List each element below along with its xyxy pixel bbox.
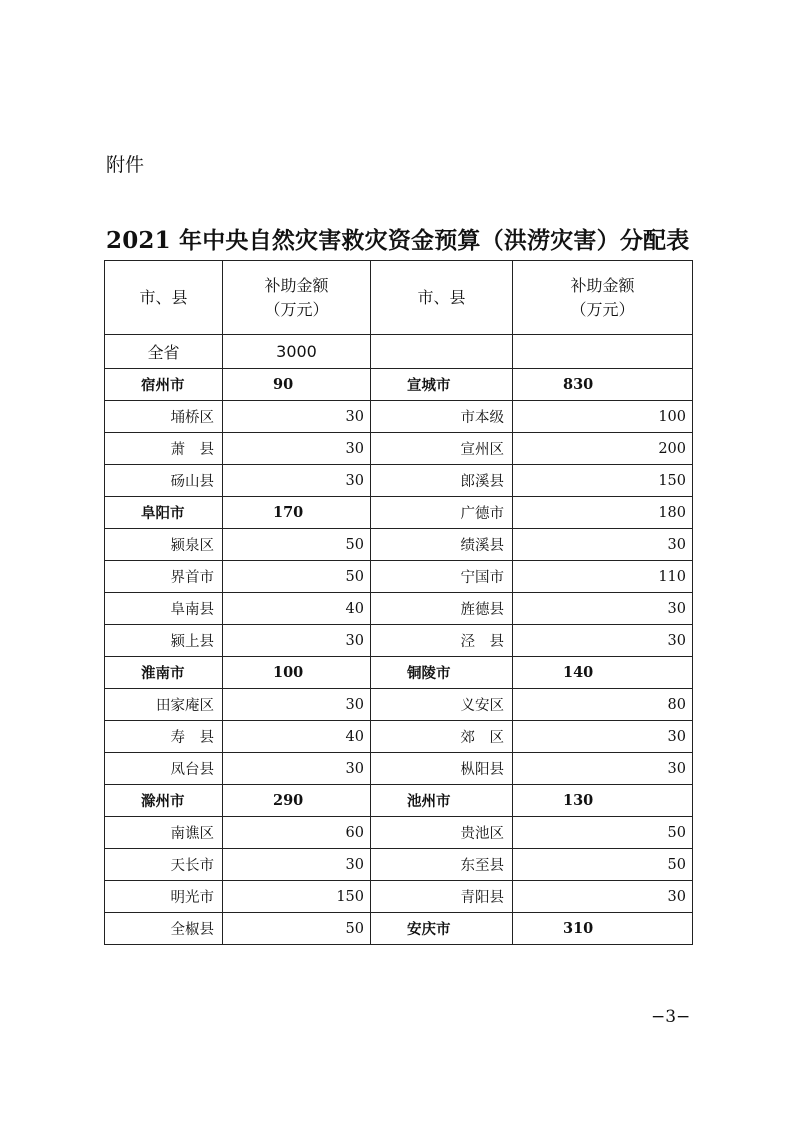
county-amount: 30 bbox=[223, 753, 371, 785]
county-name: 天长市 bbox=[105, 849, 223, 881]
county-amount: 50 bbox=[223, 913, 371, 945]
header-amount-line1: 补助金额 bbox=[570, 275, 635, 295]
county-amount: 50 bbox=[223, 529, 371, 561]
county-name: 明光市 bbox=[105, 881, 223, 913]
county-name: 东至县 bbox=[371, 849, 513, 881]
document-title: 2021 年中央自然灾害救灾资金预算（洪涝灾害）分配表 bbox=[106, 227, 690, 254]
header-region-left: 市、县 bbox=[105, 261, 223, 335]
county-name: 泾 县 bbox=[371, 625, 513, 657]
county-name: 田家庵区 bbox=[105, 689, 223, 721]
table-header-row bbox=[105, 261, 693, 335]
header-region-right: 市、县 bbox=[371, 261, 513, 335]
table-row bbox=[105, 625, 693, 657]
county-amount: 30 bbox=[513, 529, 693, 561]
page-number: −3− bbox=[651, 1007, 691, 1027]
county-name: 贵池区 bbox=[371, 817, 513, 849]
county-name: 全椒县 bbox=[105, 913, 223, 945]
city-amount: 140 bbox=[513, 657, 693, 689]
header-amount-line2: （万元） bbox=[570, 299, 635, 319]
county-amount: 200 bbox=[513, 433, 693, 465]
county-amount: 30 bbox=[513, 881, 693, 913]
county-name: 砀山县 bbox=[105, 465, 223, 497]
county-amount: 60 bbox=[223, 817, 371, 849]
county-name: 郎溪县 bbox=[371, 465, 513, 497]
table-row bbox=[105, 881, 693, 913]
empty-cell bbox=[371, 335, 513, 369]
header-amount-left bbox=[223, 261, 371, 335]
city-amount: 170 bbox=[223, 497, 371, 529]
city-amount: 830 bbox=[513, 369, 693, 401]
table-row bbox=[105, 817, 693, 849]
county-amount: 30 bbox=[223, 849, 371, 881]
allocation-table bbox=[104, 260, 693, 945]
city-amount: 90 bbox=[223, 369, 371, 401]
table-row bbox=[105, 753, 693, 785]
city-name: 阜阳市 bbox=[105, 497, 223, 529]
empty-cell bbox=[513, 335, 693, 369]
county-amount: 110 bbox=[513, 561, 693, 593]
county-name: 广德市 bbox=[371, 497, 513, 529]
county-amount: 80 bbox=[513, 689, 693, 721]
county-amount: 30 bbox=[223, 433, 371, 465]
table-row bbox=[105, 465, 693, 497]
city-name: 淮南市 bbox=[105, 657, 223, 689]
county-name: 旌德县 bbox=[371, 593, 513, 625]
table-row bbox=[105, 529, 693, 561]
city-name: 安庆市 bbox=[371, 913, 513, 945]
county-name: 萧 县 bbox=[105, 433, 223, 465]
province-total-amount: 3000 bbox=[223, 335, 371, 369]
table-row bbox=[105, 497, 693, 529]
county-amount: 30 bbox=[223, 625, 371, 657]
attachment-label: 附件 bbox=[106, 154, 145, 176]
city-name: 宿州市 bbox=[105, 369, 223, 401]
province-total-row bbox=[105, 335, 693, 369]
county-name: 郊 区 bbox=[371, 721, 513, 753]
county-name: 南谯区 bbox=[105, 817, 223, 849]
header-amount-line1: 补助金额 bbox=[264, 275, 329, 295]
county-amount: 30 bbox=[513, 625, 693, 657]
county-amount: 30 bbox=[223, 465, 371, 497]
county-amount: 100 bbox=[513, 401, 693, 433]
county-amount: 30 bbox=[513, 593, 693, 625]
county-name: 市本级 bbox=[371, 401, 513, 433]
table-row bbox=[105, 433, 693, 465]
city-amount: 310 bbox=[513, 913, 693, 945]
table-row bbox=[105, 913, 693, 945]
header-amount-line2: （万元） bbox=[264, 299, 329, 319]
header-amount-right bbox=[513, 261, 693, 335]
county-amount: 150 bbox=[513, 465, 693, 497]
county-amount: 30 bbox=[223, 401, 371, 433]
county-amount: 30 bbox=[223, 689, 371, 721]
county-name: 青阳县 bbox=[371, 881, 513, 913]
city-name: 宣城市 bbox=[371, 369, 513, 401]
county-name: 阜南县 bbox=[105, 593, 223, 625]
county-amount: 150 bbox=[223, 881, 371, 913]
city-amount: 290 bbox=[223, 785, 371, 817]
table-row bbox=[105, 369, 693, 401]
county-name: 枞阳县 bbox=[371, 753, 513, 785]
city-name: 铜陵市 bbox=[371, 657, 513, 689]
province-total-label: 全省 bbox=[105, 335, 223, 369]
table-row bbox=[105, 849, 693, 881]
county-amount: 30 bbox=[513, 753, 693, 785]
county-name: 埇桥区 bbox=[105, 401, 223, 433]
county-amount: 50 bbox=[223, 561, 371, 593]
county-name: 绩溪县 bbox=[371, 529, 513, 561]
table-row bbox=[105, 721, 693, 753]
city-name: 池州市 bbox=[371, 785, 513, 817]
city-name: 滁州市 bbox=[105, 785, 223, 817]
county-name: 颍上县 bbox=[105, 625, 223, 657]
table-row bbox=[105, 785, 693, 817]
table-row bbox=[105, 561, 693, 593]
table-row bbox=[105, 401, 693, 433]
county-name: 界首市 bbox=[105, 561, 223, 593]
county-amount: 50 bbox=[513, 849, 693, 881]
county-name: 宣州区 bbox=[371, 433, 513, 465]
county-amount: 50 bbox=[513, 817, 693, 849]
county-amount: 180 bbox=[513, 497, 693, 529]
table-row bbox=[105, 593, 693, 625]
city-amount: 130 bbox=[513, 785, 693, 817]
city-amount: 100 bbox=[223, 657, 371, 689]
county-amount: 40 bbox=[223, 593, 371, 625]
county-amount: 40 bbox=[223, 721, 371, 753]
county-name: 凤台县 bbox=[105, 753, 223, 785]
county-name: 宁国市 bbox=[371, 561, 513, 593]
table-row bbox=[105, 689, 693, 721]
table-row bbox=[105, 657, 693, 689]
county-name: 颍泉区 bbox=[105, 529, 223, 561]
county-amount: 30 bbox=[513, 721, 693, 753]
county-name: 义安区 bbox=[371, 689, 513, 721]
county-name: 寿 县 bbox=[105, 721, 223, 753]
